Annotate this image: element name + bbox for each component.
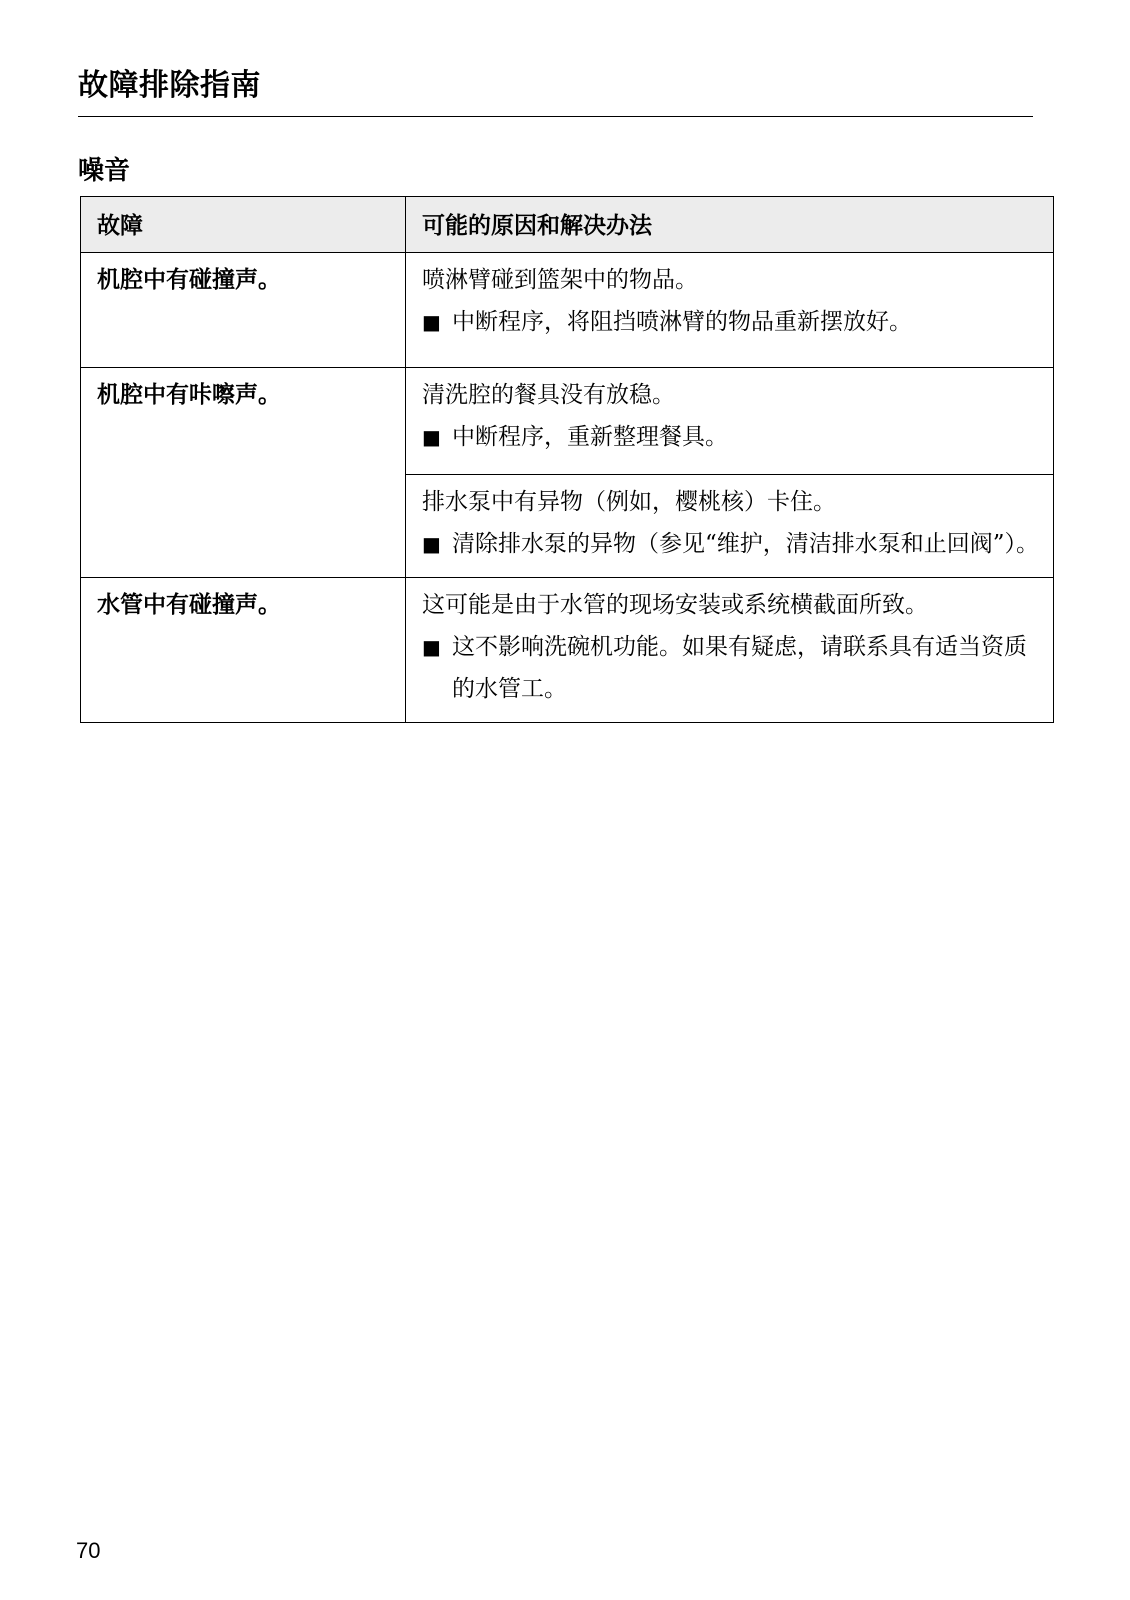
table-row (81, 578, 1054, 723)
cause-cell (406, 578, 1054, 723)
solution-text: 中断程序，将阻挡喷淋臂的物品重新摆放好。 (452, 309, 912, 335)
cause-text: 喷淋臂碰到篮架中的物品。 (422, 267, 698, 293)
solution (422, 416, 1041, 458)
bullet-icon: ■ (422, 425, 441, 449)
cause-text: 清洗腔的餐具没有放稳。 (422, 382, 675, 408)
bullet-icon: ■ (422, 310, 441, 334)
troubleshooting-table (80, 196, 1054, 723)
solution-text: 中断程序，重新整理餐具。 (452, 424, 728, 450)
solution (422, 626, 1041, 710)
header-cause: 可能的原因和解决办法 (406, 197, 1054, 253)
bullet-icon: ■ (422, 532, 441, 556)
cause-cell (406, 475, 1054, 578)
table-row (81, 368, 1054, 475)
solution-text: 清除排水泵的异物（参见“维护，清洁排水泵和止回阀”）。 (452, 531, 1040, 557)
fault-cell: 机腔中有碰撞声。 (81, 253, 406, 368)
solution (422, 301, 1041, 343)
title-divider (78, 116, 1033, 117)
table-row (81, 253, 1054, 368)
fault-cell: 水管中有碰撞声。 (81, 578, 406, 723)
cause-cell (406, 253, 1054, 368)
page-number: 70 (76, 1538, 101, 1563)
fault-cell: 机腔中有咔嚓声。 (81, 368, 406, 578)
bullet-icon: ■ (422, 635, 441, 659)
solution-text: 这不影响洗碗机功能。如果有疑虑，请联系具有适当资质的水管工。 (452, 634, 1027, 702)
header-fault: 故障 (81, 197, 406, 253)
solution (422, 523, 1041, 565)
page-title: 故障排除指南 (78, 68, 261, 103)
cause-text: 排水泵中有异物（例如，樱桃核）卡住。 (422, 489, 836, 515)
cause-cell (406, 368, 1054, 475)
section-heading: 噪音 (78, 156, 131, 186)
cause-text: 这可能是由于水管的现场安装或系统横截面所致。 (422, 592, 928, 618)
table-header-row (81, 197, 1054, 253)
